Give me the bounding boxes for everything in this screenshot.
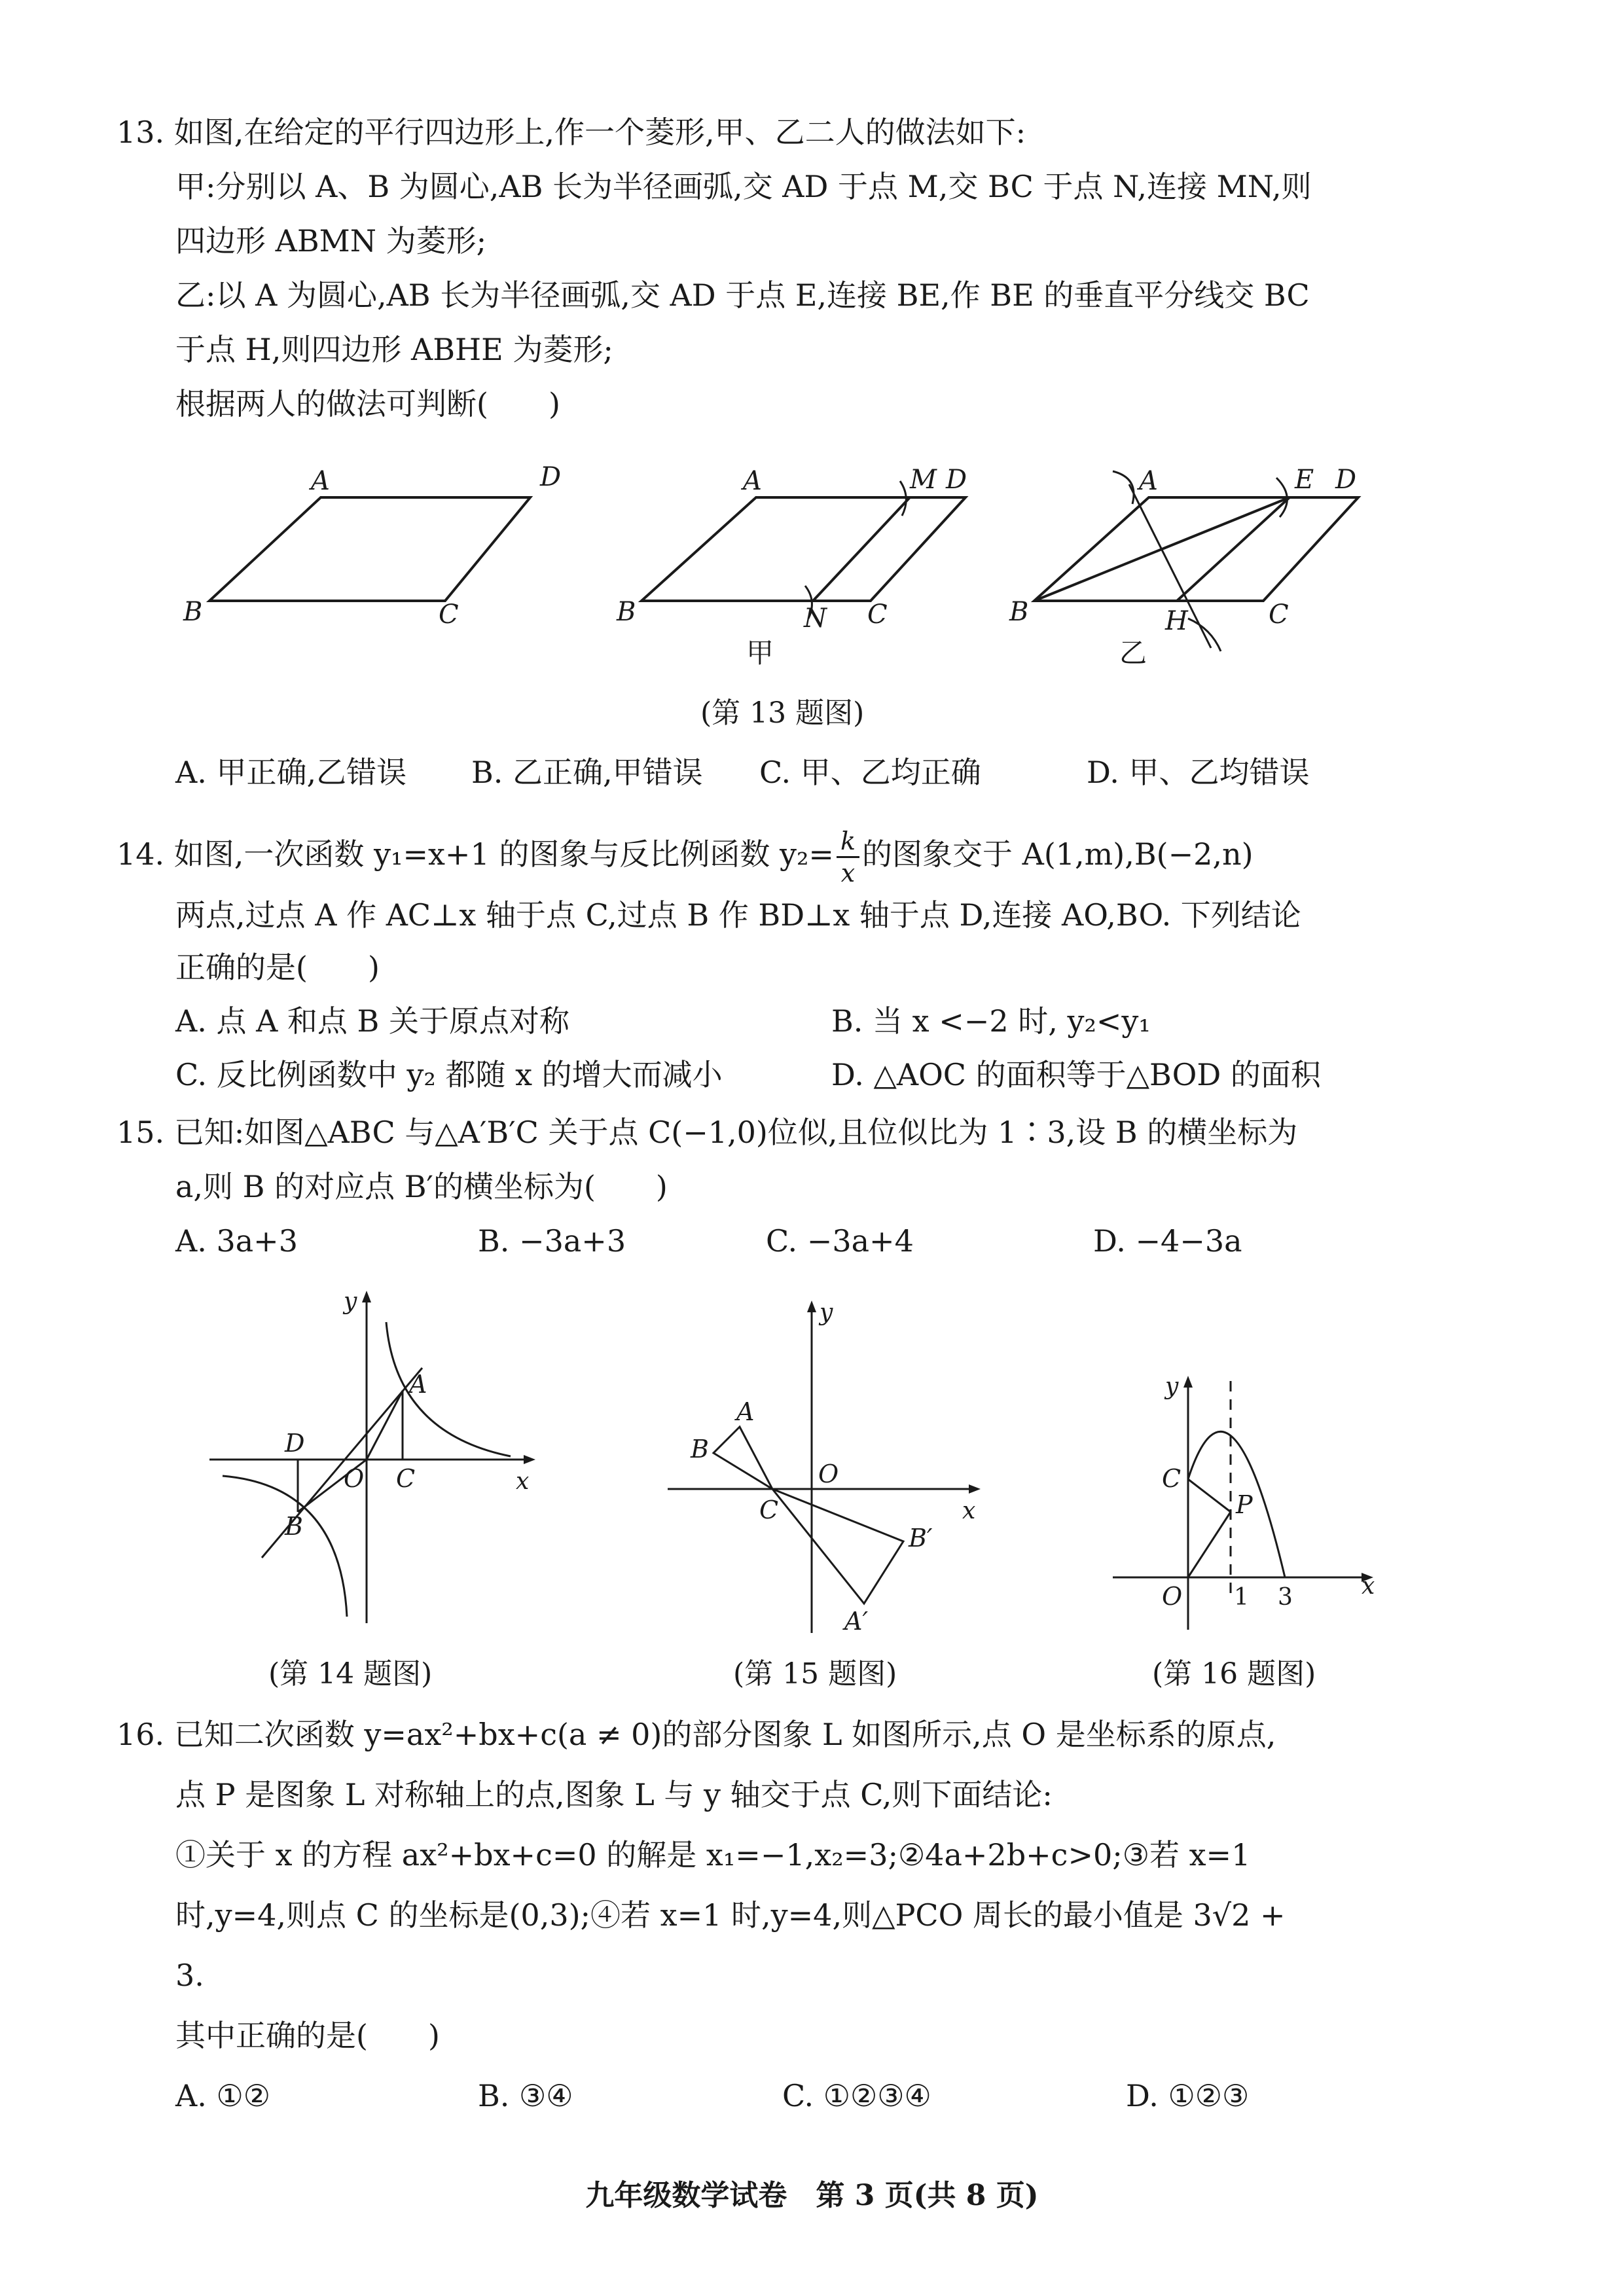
q16-line2: 点 P 是图象 L 对称轴上的点,图象 L 与 y 轴交于点 C,则下面结论: [175, 1777, 1053, 1812]
q14-line2: 两点,过点 A 作 AC⊥x 轴于点 C,过点 B 作 BD⊥x 轴于点 D,连接 AO,BO. 下列结论 [175, 897, 1301, 933]
label-B: B [285, 1512, 303, 1541]
q16-option-a[interactable]: A. ①② [175, 2078, 270, 2113]
label-C: C [439, 600, 459, 630]
q13-jia-line2: 四边形 ABMN 为菱形; [175, 223, 487, 259]
parallelogram-shape [209, 497, 530, 601]
q13-figure-yi [1001, 452, 1407, 687]
segment-AO [367, 1391, 403, 1460]
label-C: C [396, 1464, 416, 1493]
q16-option-b[interactable]: B. ③④ [478, 2078, 573, 2113]
hyperbola-branch-2 [223, 1476, 347, 1617]
label-H: H [1165, 606, 1188, 636]
q14-figure [196, 1283, 563, 1649]
label-x: x [962, 1498, 976, 1524]
segment-MN [813, 497, 910, 601]
label-A: A [409, 1370, 427, 1399]
triangle-ABC [713, 1427, 772, 1489]
label-B: B [183, 597, 203, 627]
label-y: y [1165, 1373, 1179, 1400]
q15-line2: a,则 B 的对应点 B′的横坐标为( ) [175, 1169, 668, 1204]
label-B-prime: B′ [909, 1524, 933, 1552]
q15-figure [655, 1293, 1021, 1646]
label-O: O [344, 1464, 365, 1493]
q13-option-a[interactable]: A. 甲正确,乙错误 [175, 755, 407, 790]
label-C: C [1162, 1464, 1182, 1493]
segment-EH [1177, 497, 1290, 601]
label-3: 3 [1278, 1584, 1293, 1611]
q14-frac-num: k [837, 829, 859, 858]
q14-option-d[interactable]: D. △AOC 的面积等于△BOD 的面积 [831, 1057, 1321, 1092]
q13-option-b[interactable]: B. 乙正确,甲错误 [471, 755, 703, 790]
q13-yi-line2: 于点 H,则四边形 ABHE 为菱形; [175, 332, 613, 367]
q14-option-b[interactable]: B. 当 x <−2 时, y₂<y₁ [831, 1003, 1151, 1039]
q15-caption: (第 15 题图) [733, 1657, 897, 1691]
label-y: y [820, 1299, 833, 1326]
page-footer: 九年级数学试卷 第 3 页(共 8 页) [585, 2179, 1039, 2212]
label-B: B [1009, 597, 1029, 627]
x-axis-arrow [969, 1484, 981, 1494]
q16-line1: 16. 已知二次函数 y=ax²+bx+c(a ≠ 0)的部分图象 L 如图所示,点 O 是坐标系的原点, [117, 1717, 1276, 1752]
q15-line1: 15. 已知:如图△ABC 与△A′B′C 关于点 C(−1,0)位似,且位似比为 1∶3,设 B 的横坐标为 [117, 1115, 1298, 1150]
q13-caption: (第 13 题图) [700, 696, 865, 730]
label-y: y [344, 1288, 357, 1315]
label-1: 1 [1234, 1584, 1249, 1611]
q13-option-d[interactable]: D. 甲、乙均错误 [1087, 755, 1310, 790]
label-A-prime: A′ [844, 1607, 869, 1636]
y-axis-arrow [1183, 1376, 1193, 1388]
label-M: M [910, 465, 937, 495]
q14-stem-part1: 14. 如图,一次函数 y₁=x+1 的图象与反比例函数 y₂= [117, 836, 834, 872]
label-C: C [1269, 600, 1289, 630]
y-axis-arrow [362, 1291, 371, 1302]
caption-yi: 乙 [1119, 637, 1147, 669]
q15-option-c[interactable]: C. −3a+4 [766, 1223, 914, 1259]
label-D: D [540, 462, 562, 492]
segment-CP [1188, 1479, 1231, 1512]
label-D: D [285, 1429, 305, 1458]
label-P: P [1236, 1490, 1253, 1519]
label-A: A [736, 1397, 755, 1426]
q13-ask: 根据两人的做法可判断( ) [175, 386, 560, 422]
q14-stem [117, 821, 1254, 887]
q14-caption: (第 14 题图) [268, 1657, 433, 1691]
q16-option-d[interactable]: D. ①②③ [1126, 2078, 1250, 2113]
q15-option-d[interactable]: D. −4−3a [1093, 1223, 1242, 1259]
q13-jia-line1: 甲:分别以 A、B 为圆心,AB 长为半径画弧,交 AD 于点 M,交 BC 于点 N,连接 MN,则 [175, 169, 1312, 204]
label-B: B [617, 597, 636, 627]
q14-stem-part2: 的图象交于 A(1,m),B(−2,n) [862, 836, 1254, 872]
label-E: E [1295, 465, 1314, 495]
q14-line3: 正确的是( ) [175, 950, 380, 985]
triangle-A2B2C [772, 1489, 903, 1604]
jia-parallelogram [641, 497, 965, 601]
label-A: A [743, 466, 762, 496]
label-C: C [759, 1496, 779, 1524]
label-B: B [691, 1435, 709, 1463]
q16-line5: 3. [175, 1958, 204, 1993]
q13-figure-jia [609, 452, 1015, 687]
label-D: D [1335, 465, 1357, 495]
q13-option-c[interactable]: C. 甲、乙均正确 [759, 755, 981, 790]
label-A: A [311, 466, 330, 496]
caption-jia: 甲 [746, 637, 774, 669]
q16-caption: (第 16 题图) [1152, 1657, 1316, 1691]
x-axis-arrow [524, 1455, 535, 1464]
label-A: A [1139, 466, 1158, 496]
q15-option-b[interactable]: B. −3a+3 [478, 1223, 626, 1259]
q13-yi-line1: 乙:以 A 为圆心,AB 长为半径画弧,交 AD 于点 E,连接 BE,作 BE 的垂直平分线交 BC [175, 278, 1310, 313]
y-axis-arrow [807, 1300, 816, 1312]
q16-figure [1100, 1368, 1407, 1643]
yi-parallelogram [1034, 497, 1358, 601]
q14-option-a[interactable]: A. 点 A 和点 B 关于原点对称 [175, 1003, 569, 1039]
label-D: D [946, 465, 967, 495]
label-O: O [1162, 1582, 1183, 1611]
q14-frac-den: x [840, 858, 856, 888]
q14-fraction [837, 826, 859, 888]
q13-figure-parallelogram [177, 452, 583, 648]
q14-option-c[interactable]: C. 反比例函数中 y₂ 都随 x 的增大而减小 [175, 1057, 723, 1092]
q16-line3: ①关于 x 的方程 ax²+bx+c=0 的解是 x₁=−1,x₂=3;②4a+2b+c>0;③若 x=1 [175, 1837, 1251, 1873]
label-N: N [804, 603, 827, 634]
q16-option-c[interactable]: C. ①②③④ [782, 2078, 931, 2113]
label-C: C [867, 600, 888, 630]
label-O: O [818, 1460, 839, 1488]
label-x: x [1362, 1573, 1375, 1600]
q13-stem: 13. 如图,在给定的平行四边形上,作一个菱形,甲、乙二人的做法如下: [117, 115, 1026, 150]
label-x: x [516, 1468, 530, 1495]
q16-ask: 其中正确的是( ) [175, 2018, 440, 2053]
segment-OP [1188, 1512, 1231, 1577]
q15-option-a[interactable]: A. 3a+3 [175, 1223, 298, 1259]
q16-line4: 时,y=4,则点 C 的坐标是(0,3);④若 x=1 时,y=4,则△PCO 周长的最小值是 3√2 + [175, 1897, 1286, 1933]
